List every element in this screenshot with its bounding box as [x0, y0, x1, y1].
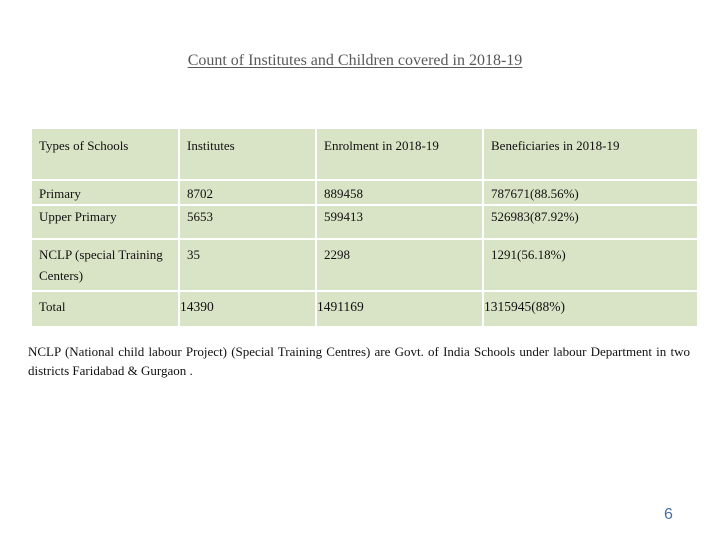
table-cell: 5653 — [179, 205, 316, 239]
table-cell: 526983(87.92%) — [483, 205, 698, 239]
table-cell: 787671(88.56%) — [483, 180, 698, 205]
header-cell: Beneficiaries in 2018-19 — [483, 128, 698, 180]
table-cell: 2298 — [316, 239, 483, 291]
table-cell: 35 — [179, 239, 316, 291]
table-cell: 599413 — [316, 205, 483, 239]
table-row — [31, 205, 698, 239]
table-cell: 1491169 — [316, 291, 483, 327]
table-cell: 1291(56.18%) — [483, 239, 698, 291]
table-cell: 14390 — [179, 291, 316, 327]
page-title: Count of Institutes and Children covered in 2018-19 — [187, 52, 523, 69]
table-cell: 889458 — [316, 180, 483, 205]
table-row — [31, 239, 698, 291]
table-cell: 8702 — [179, 180, 316, 205]
institutes-table — [30, 127, 699, 328]
header-cell: Institutes — [179, 128, 316, 180]
header-cell: Types of Schools — [31, 128, 179, 180]
table-header-row — [31, 128, 698, 180]
table-cell: 1315945(88%) — [483, 291, 698, 327]
footnote: NCLP (National child labour Project) (Special Training Centres) are Govt. of India Schools under labour Department in two districts Faridabad & Gurgaon . — [28, 344, 690, 378]
table-cell: Primary — [31, 180, 179, 205]
table-cell: Upper Primary — [31, 205, 179, 239]
table-total-row — [31, 291, 698, 327]
page-number: 6 — [664, 506, 673, 523]
data-table-container — [30, 127, 697, 313]
header-cell: Enrolment in 2018-19 — [316, 128, 483, 180]
table-row — [31, 180, 698, 205]
table-cell: Total — [31, 291, 179, 327]
table-cell: NCLP (special Training Centers) — [31, 239, 179, 291]
